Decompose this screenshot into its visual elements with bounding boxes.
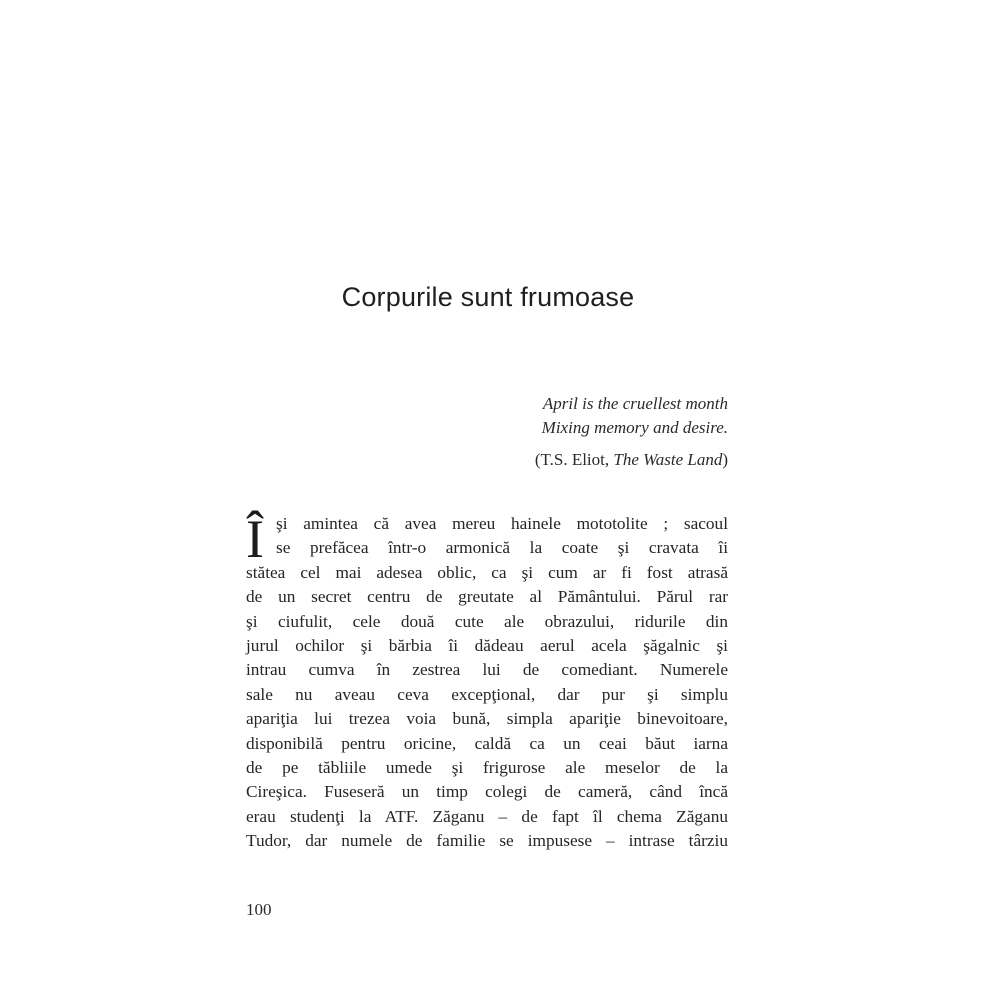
text-line: apariţia lui trezea voia bună, simpla apariţie binevoitoare, bbox=[246, 709, 728, 729]
chapter-title: Corpurile sunt frumoase bbox=[341, 282, 635, 312]
epigraph-source-prefix: (T.S. Eliot, bbox=[534, 450, 614, 469]
epigraph-source-suffix: ) bbox=[722, 450, 728, 469]
epigraph-line-2: Mixing memory and desire. bbox=[541, 418, 728, 437]
text-line: de un secret centru de greutate al Pământului. Părul rar bbox=[246, 587, 728, 607]
epigraph-source-work: The Waste Land bbox=[613, 450, 723, 469]
text-line: se prefăcea într-o armonică la coate şi cravata îi bbox=[276, 538, 728, 558]
text-line: Cireşica. Fuseseră un timp colegi de cameră, când încă bbox=[246, 782, 728, 802]
body-paragraph bbox=[246, 509, 728, 853]
page-number: 100 bbox=[246, 900, 272, 919]
text-line: intrau cumva în zestrea lui de comediant. Numerele bbox=[246, 660, 728, 680]
text-line: şi ciufulit, cele două cute ale obrazului, ridurile din bbox=[246, 611, 728, 631]
text-line: jurul ochilor şi bărbia îi dădeau aerul acela şăgalnic şi bbox=[246, 635, 728, 655]
epigraph bbox=[420, 392, 728, 472]
epigraph-source bbox=[420, 448, 728, 472]
text-line: Tudor, dar numele de familie se impusese – intrase târziu bbox=[246, 831, 728, 851]
text-line: de pe tăbliile umede şi frigurosе ale meselor de la bbox=[246, 757, 728, 777]
text-line: erau studenţi la ATF. Zăganu – de fapt îl chema Zăganu bbox=[246, 806, 728, 826]
text-line: sale nu aveau ceva excepţional, dar pur şi simplu bbox=[246, 684, 728, 704]
text-line: disponibilă pentru oricine, caldă ca un ceai băut iarna bbox=[246, 733, 728, 753]
epigraph-line-1: April is the cruellest month bbox=[542, 394, 728, 413]
text-line: stătea cel mai adesea oblic, ca şi cum ar fi fost atrasă bbox=[246, 562, 728, 582]
drop-cap: Î bbox=[246, 509, 264, 569]
text-line: şi amintea că avea mereu hainele mototolite ; sacoul bbox=[276, 514, 728, 533]
